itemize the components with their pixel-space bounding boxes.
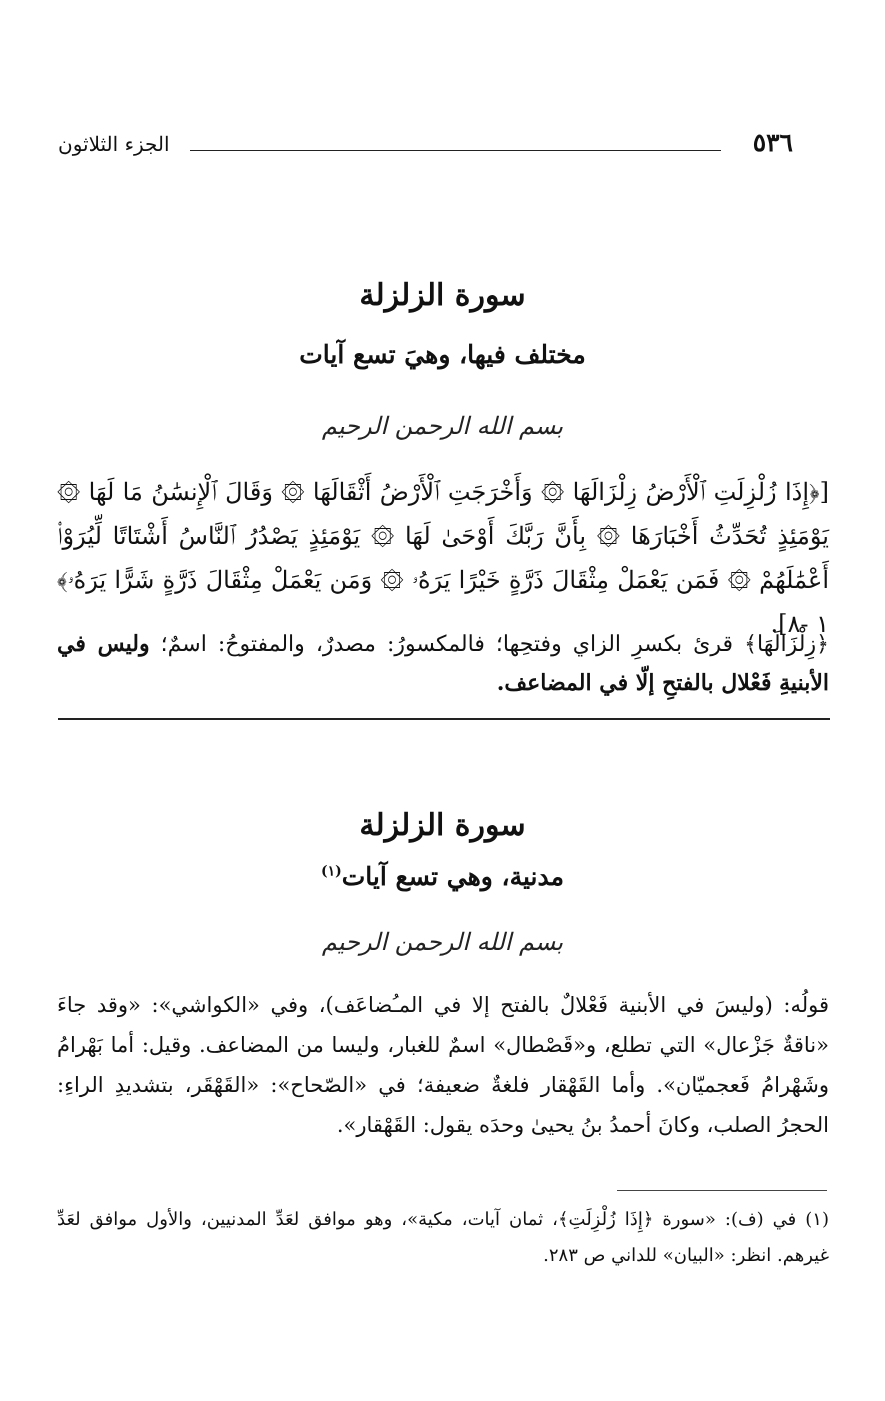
footnote-rule <box>617 1190 827 1191</box>
commentary-paragraph <box>57 625 829 703</box>
bismillah-1: بسم الله الرحمن الرحيم <box>321 412 564 440</box>
part-title: الجزء الثلاثون <box>58 132 170 156</box>
commentary-quote: ﴿زِلْزَالَهَا﴾ <box>744 632 829 657</box>
body-paragraph: قولُه: (وليسَ في الأبنية فَعْلالٌ بالفتح إلا في المـُضاعَف)، وفي «الكواشي»: «وقد جاءَ «ناقةٌ جَزْعال» التي تطلع، و«قَصْطال» اسمٌ للغبار، وليسا من المضاعف. وقيل: أما بَهْرامُ وشَهْرامُ فَعجميّان». وأما القَهْقار فلغةٌ ضعيفة؛ في «الصّحاح»: «القَهْقَر، بتشديدِ الراءِ: الحجرُ الصلب، وكانَ أحمدُ بنُ يحيىٰ وحدَه يقول: القَهْقار». <box>57 993 829 1137</box>
header-rule <box>190 150 721 151</box>
surah-subtitle-2-text: مدنية، وهي تسع آيات <box>341 862 565 891</box>
surah-subtitle-2 <box>0 862 885 891</box>
page-number: ٥٣٦ <box>752 128 793 157</box>
running-header <box>58 128 793 164</box>
commentary-bold: وليس في الأبنيةِ فَعْلال بالفتحِ إلّا في المضاعف. <box>57 631 829 696</box>
quran-verses: [﴿إِذَا زُلْزِلَتِ ٱلْأَرْضُ زِلْزَالَهَا ۞ وَأَخْرَجَتِ ٱلْأَرْضُ أَثْقَالَهَا ۞ وَقَالَ ٱلْإِنسَٰنُ مَا لَهَا ۞ يَوْمَئِذٍ تُحَدِّثُ أَخْبَارَهَا ۞ بِأَنَّ رَبَّكَ أَوْحَىٰ لَهَا ۞ يَوْمَئِذٍ يَصْدُرُ ٱلنَّاسُ أَشْتَاتًا لِّيُرَوْا۟ أَعْمَٰلَهُمْ ۞ فَمَن يَعْمَلْ مِثْقَالَ ذَرَّةٍ خَيْرًا يَرَهُۥ ۞ وَمَن يَعْمَلْ مِثْقَالَ ذَرَّةٍ شَرًّا يَرَهُۥ﴾ ١ -٨]. <box>57 478 829 638</box>
footnote-ref: (١) <box>320 863 342 880</box>
surah-title-2: سورة الزلزلة <box>359 808 526 843</box>
footnote: (١) في (ف): «سورة ﴿إِذَا زُلْزِلَتِ﴾، ثمان آيات، مكية»، وهو موافق لعَدِّ المدنيين، والأول موافق لعَدِّ غيرهم. انظر: «البيان» للداني ص ٢٨٣. <box>57 1209 829 1266</box>
surah-title-1: سورة الزلزلة <box>359 278 526 313</box>
section-divider <box>58 718 830 720</box>
surah-subtitle-1: مختلف فيها، وهيَ تسع آيات <box>299 340 586 369</box>
commentary-text: قرئ بكسرِ الزاي وفتحِها؛ فالمكسورُ: مصدرٌ، والمفتوحُ: اسمٌ؛ <box>149 632 745 657</box>
bismillah-2: بسم الله الرحمن الرحيم <box>321 928 564 956</box>
